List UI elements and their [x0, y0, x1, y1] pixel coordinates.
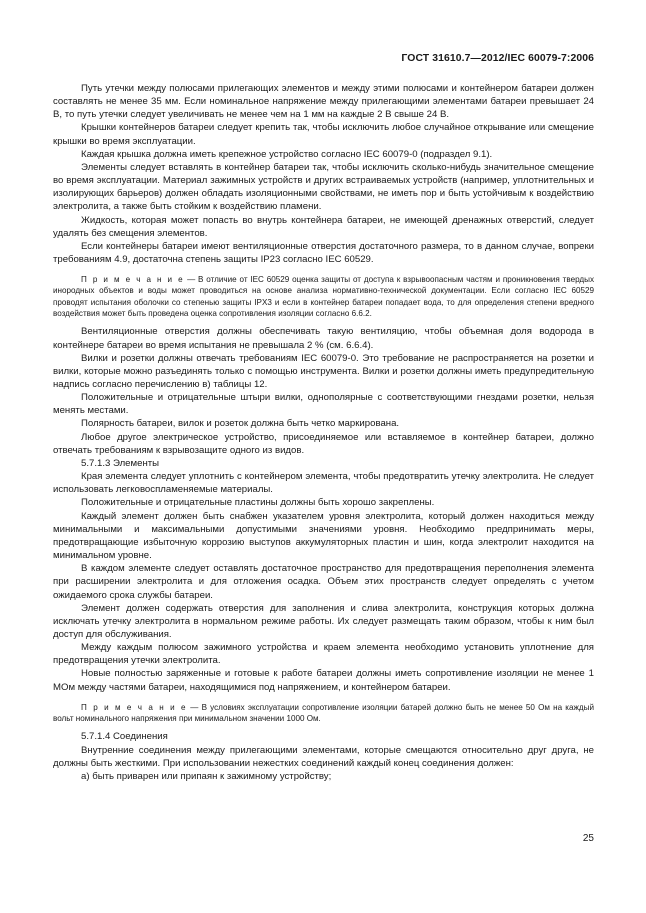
paragraph: Крышки контейнеров батареи следует крепить так, чтобы исключить любое случайное открывание или смещение крышки во время эксплуатации. — [53, 122, 594, 147]
paragraph: Вентиляционные отверстия должны обеспечивать такую вентиляцию, чтобы объемная доля водорода в контейнере батареи во время испытания не превышала 2 % (см. 6.6.4). — [53, 326, 594, 351]
paragraph: Элемент должен содержать отверстия для заполнения и слива электролита, конструкция которых должна исключать утечку электролита в нормальном режиме работы. Их следует размещать таким образом, чтобы к ним был доступ для обслуживания. — [53, 602, 594, 640]
list-item: а) быть приварен или припаян к зажимному устройству; — [81, 770, 332, 782]
paragraph: Каждый элемент должен быть снабжен указателем уровня электролита, который должен находиться между минимальными и максимальными допустимыми значениями уровня. Необходимо предпринимать меры, предотвращающие избыточную коррозию выступов аккумуляторных пластин и шин, когда электролит находится на минимальном уровне. — [53, 510, 594, 562]
note — [53, 274, 594, 319]
note-label: П р и м е ч а н и е — [81, 702, 188, 712]
note — [53, 702, 594, 725]
page-number: 25 — [582, 833, 594, 844]
section-heading: 5.7.1.4 Соединения — [81, 731, 168, 743]
paragraph: Новые полностью заряженные и готовые к работе батареи должны иметь сопротивление изоляции не менее 1 МОм между частями батареи, находящимися под напряжением, и контейнером батареи. — [53, 668, 594, 693]
note-label: П р и м е ч а н и е — [81, 275, 185, 285]
paragraph: Если контейнеры батареи имеют вентиляционные отверстия достаточного размера, то в данном случае, вопреки требованиям 4.9, достаточна степень защиты IP23 согласно IEC 60529. — [53, 240, 594, 266]
paragraph: Внутренние соединения между прилегающими элементами, которые смещаются относительно друг друга, не должны быть жесткими. При использовании нежестких соединений каждый конец соединения должен: — [53, 744, 594, 769]
paragraph: Вилки и розетки должны отвечать требованиям IEC 60079-0. Это требование не распространяется на розетки и вилки, которые можно разъединять только с помощью инструмента. Вилки и розетки должны иметь предупредительную надпись согласно перечислению в) таблицы 12. — [53, 352, 594, 390]
note-text: — В отличие от IEC 60529 оценка защиты от доступа к взрывоопасным частям и проникновения твердых инородных объектов и воды может проводиться на основе анализа нормативно-технической документации. Если согласно IEC 60529 проводят испытания оболочки со степенью защиты IPX3 и если в контейнер батареи попадает вода, то для определения степени вредного воздействия может быть проведена оценка сопротивления изоляции согласно 6.6.2. — [53, 275, 594, 319]
paragraph: Любое другое электрическое устройство, присоединяемое или вставляемое в контейнер батареи, должно отвечать требованиям к взрывозащите одного из видов. — [53, 431, 594, 456]
note-text: — В условиях эксплуатации сопротивление изоляции батарей должно быть не менее 50 Ом на каждый вольт номинального напряжения при минимальном значении 1000 Ом. — [53, 702, 594, 724]
section-heading: 5.7.1.3 Элементы — [81, 457, 160, 469]
paragraph: Между каждым полюсом зажимного устройства и краем элемента необходимо установить уплотнение для предотвращения утечки электролита. — [53, 642, 594, 667]
paragraph: В каждом элементе следует оставлять достаточное пространство для предотвращения переполнения элемента при расширении электролита и для отложения осадка. Объем этих пространств следует определять с учетом ожидаемого срока службы батареи. — [53, 563, 594, 601]
paragraph: Элементы следует вставлять в контейнер батареи так, чтобы исключить сколько-нибудь значительное смещение во время эксплуатации. Материал зажимных устройств и других встраиваемых устройств (например, уплотнительных и изолирующих барьеров) должен обладать изоляционными свойствами, не иметь пор и быть устойчивым к воздействию электролита, а также быть стойким к воздействию пламени. — [53, 161, 594, 213]
paragraph: Жидкость, которая может попасть во внутрь контейнера батареи, не имеющей дренажных отверстий, следует удалять без смещения элементов. — [53, 214, 594, 239]
paragraph: Положительные и отрицательные штыри вилки, однополярные с соответствующими гнездами розетки, нельзя менять местами. — [53, 392, 594, 417]
paragraph: Каждая крышка должна иметь крепежное устройство согласно IEC 60079-0 (подраздел 9.1). — [81, 148, 493, 160]
paragraph: Путь утечки между полюсами прилегающих элементов и между этими полюсами и контейнером батареи должен составлять не менее 35 мм. Если номинальное напряжение между прилегающими элементами батареи превышает 24 В, то путь утечки следует увеличивать не менее чем на 1 мм на каждые 2 В свыше 24 В. — [53, 83, 594, 121]
standard-header: ГОСТ 31610.7—2012/IEC 60079-7:2006 — [401, 53, 594, 64]
paragraph: Края элемента следует уплотнить с контейнером элемента, чтобы предотвратить утечку электролита. Не следует использовать легковоспламеняемые материалы. — [53, 471, 594, 496]
document-body — [53, 82, 594, 783]
paragraph: Полярность батареи, вилок и розеток должна быть четко маркирована. — [81, 418, 400, 430]
paragraph: Положительные и отрицательные пластины должны быть хорошо закреплены. — [81, 497, 435, 509]
